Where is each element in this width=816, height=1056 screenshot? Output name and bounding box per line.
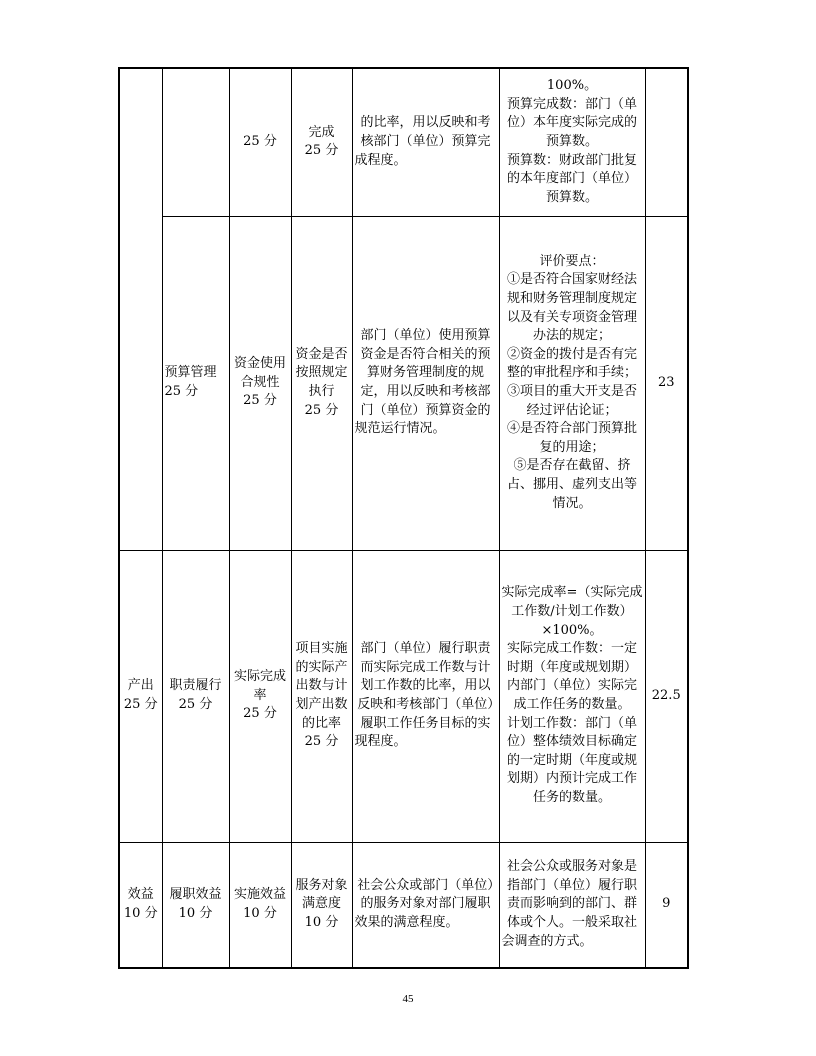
level3-cell: 实施效益 10 分 <box>229 842 291 968</box>
level2-cell <box>162 68 229 216</box>
level4-cell: 服务对象满意度 10 分 <box>291 842 352 968</box>
page-number: 45 <box>402 993 414 1005</box>
description-cell: 部门（单位）履行职责而实际完成工作数与计划工作数的比率，用以反映和考核部门（单位）履职工作任务目标的实现程度。 <box>352 550 499 842</box>
table-row <box>119 68 688 216</box>
description-cell: 的比率，用以反映和考核部门（单位）预算完成程度。 <box>352 68 499 216</box>
description-cell: 社会公众或部门（单位）的服务对象对部门履职效果的满意程度。 <box>352 842 499 968</box>
table-row <box>119 550 688 842</box>
level3-cell: 25 分 <box>229 68 291 216</box>
level4-cell: 完成 25 分 <box>291 68 352 216</box>
score-cell: 23 <box>645 216 688 550</box>
level2-cell: 预算管理 25 分 <box>162 216 229 550</box>
score-cell <box>645 68 688 216</box>
score-cell: 22.5 <box>645 550 688 842</box>
level1-cell: 产出 25 分 <box>119 550 162 842</box>
score-cell: 9 <box>645 842 688 968</box>
level1-cell <box>119 68 162 550</box>
level3-cell: 实际完成率 25 分 <box>229 550 291 842</box>
standard-cell: 100%。 预算完成数：部门（单位）本年度实际完成的预算数。 预算数：财政部门批复的本年度部门（单位）预算数。 <box>499 68 645 216</box>
level2-cell: 履职效益 10 分 <box>162 842 229 968</box>
standard-cell: 评价要点： ①是否符合国家财经法规和财务管理制度规定以及有关专项资金管理办法的规定； ②资金的拨付是否有完整的审批程序和手续； ③项目的重大开支是否经过评估论证； ④是否符合部门预算批复的用途； ⑤是否存在截留、挤占、挪用、虚列支出等情况。 <box>499 216 645 550</box>
level3-cell: 资金使用合规性 25 分 <box>229 216 291 550</box>
standard-cell: 社会公众或服务对象是指部门（单位）履行职责而影响到的部门、群体或个人。一般采取社会调查的方式。 <box>499 842 645 968</box>
table-row <box>119 216 688 550</box>
standard-cell: 实际完成率=（实际完成工作数/计划工作数）×100%。 实际完成工作数：一定时期（年度或规划期）内部门（单位）实际完成工作任务的数量。 计划工作数：部门（单位）整体绩效目标确定的一定时期（年度或规划期）内预计完成工作任务的数量。 <box>499 550 645 842</box>
description-cell: 部门（单位）使用预算资金是否符合相关的预算财务管理制度的规定，用以反映和考核部门（单位）预算资金的规范运行情况。 <box>352 216 499 550</box>
level2-cell: 职责履行 25 分 <box>162 550 229 842</box>
level4-cell: 资金是否按照规定执行 25 分 <box>291 216 352 550</box>
table-row <box>119 842 688 968</box>
evaluation-table <box>118 67 689 969</box>
level1-cell: 效益 10 分 <box>119 842 162 968</box>
level4-cell: 项目实施的实际产出数与计划产出数的比率 25 分 <box>291 550 352 842</box>
